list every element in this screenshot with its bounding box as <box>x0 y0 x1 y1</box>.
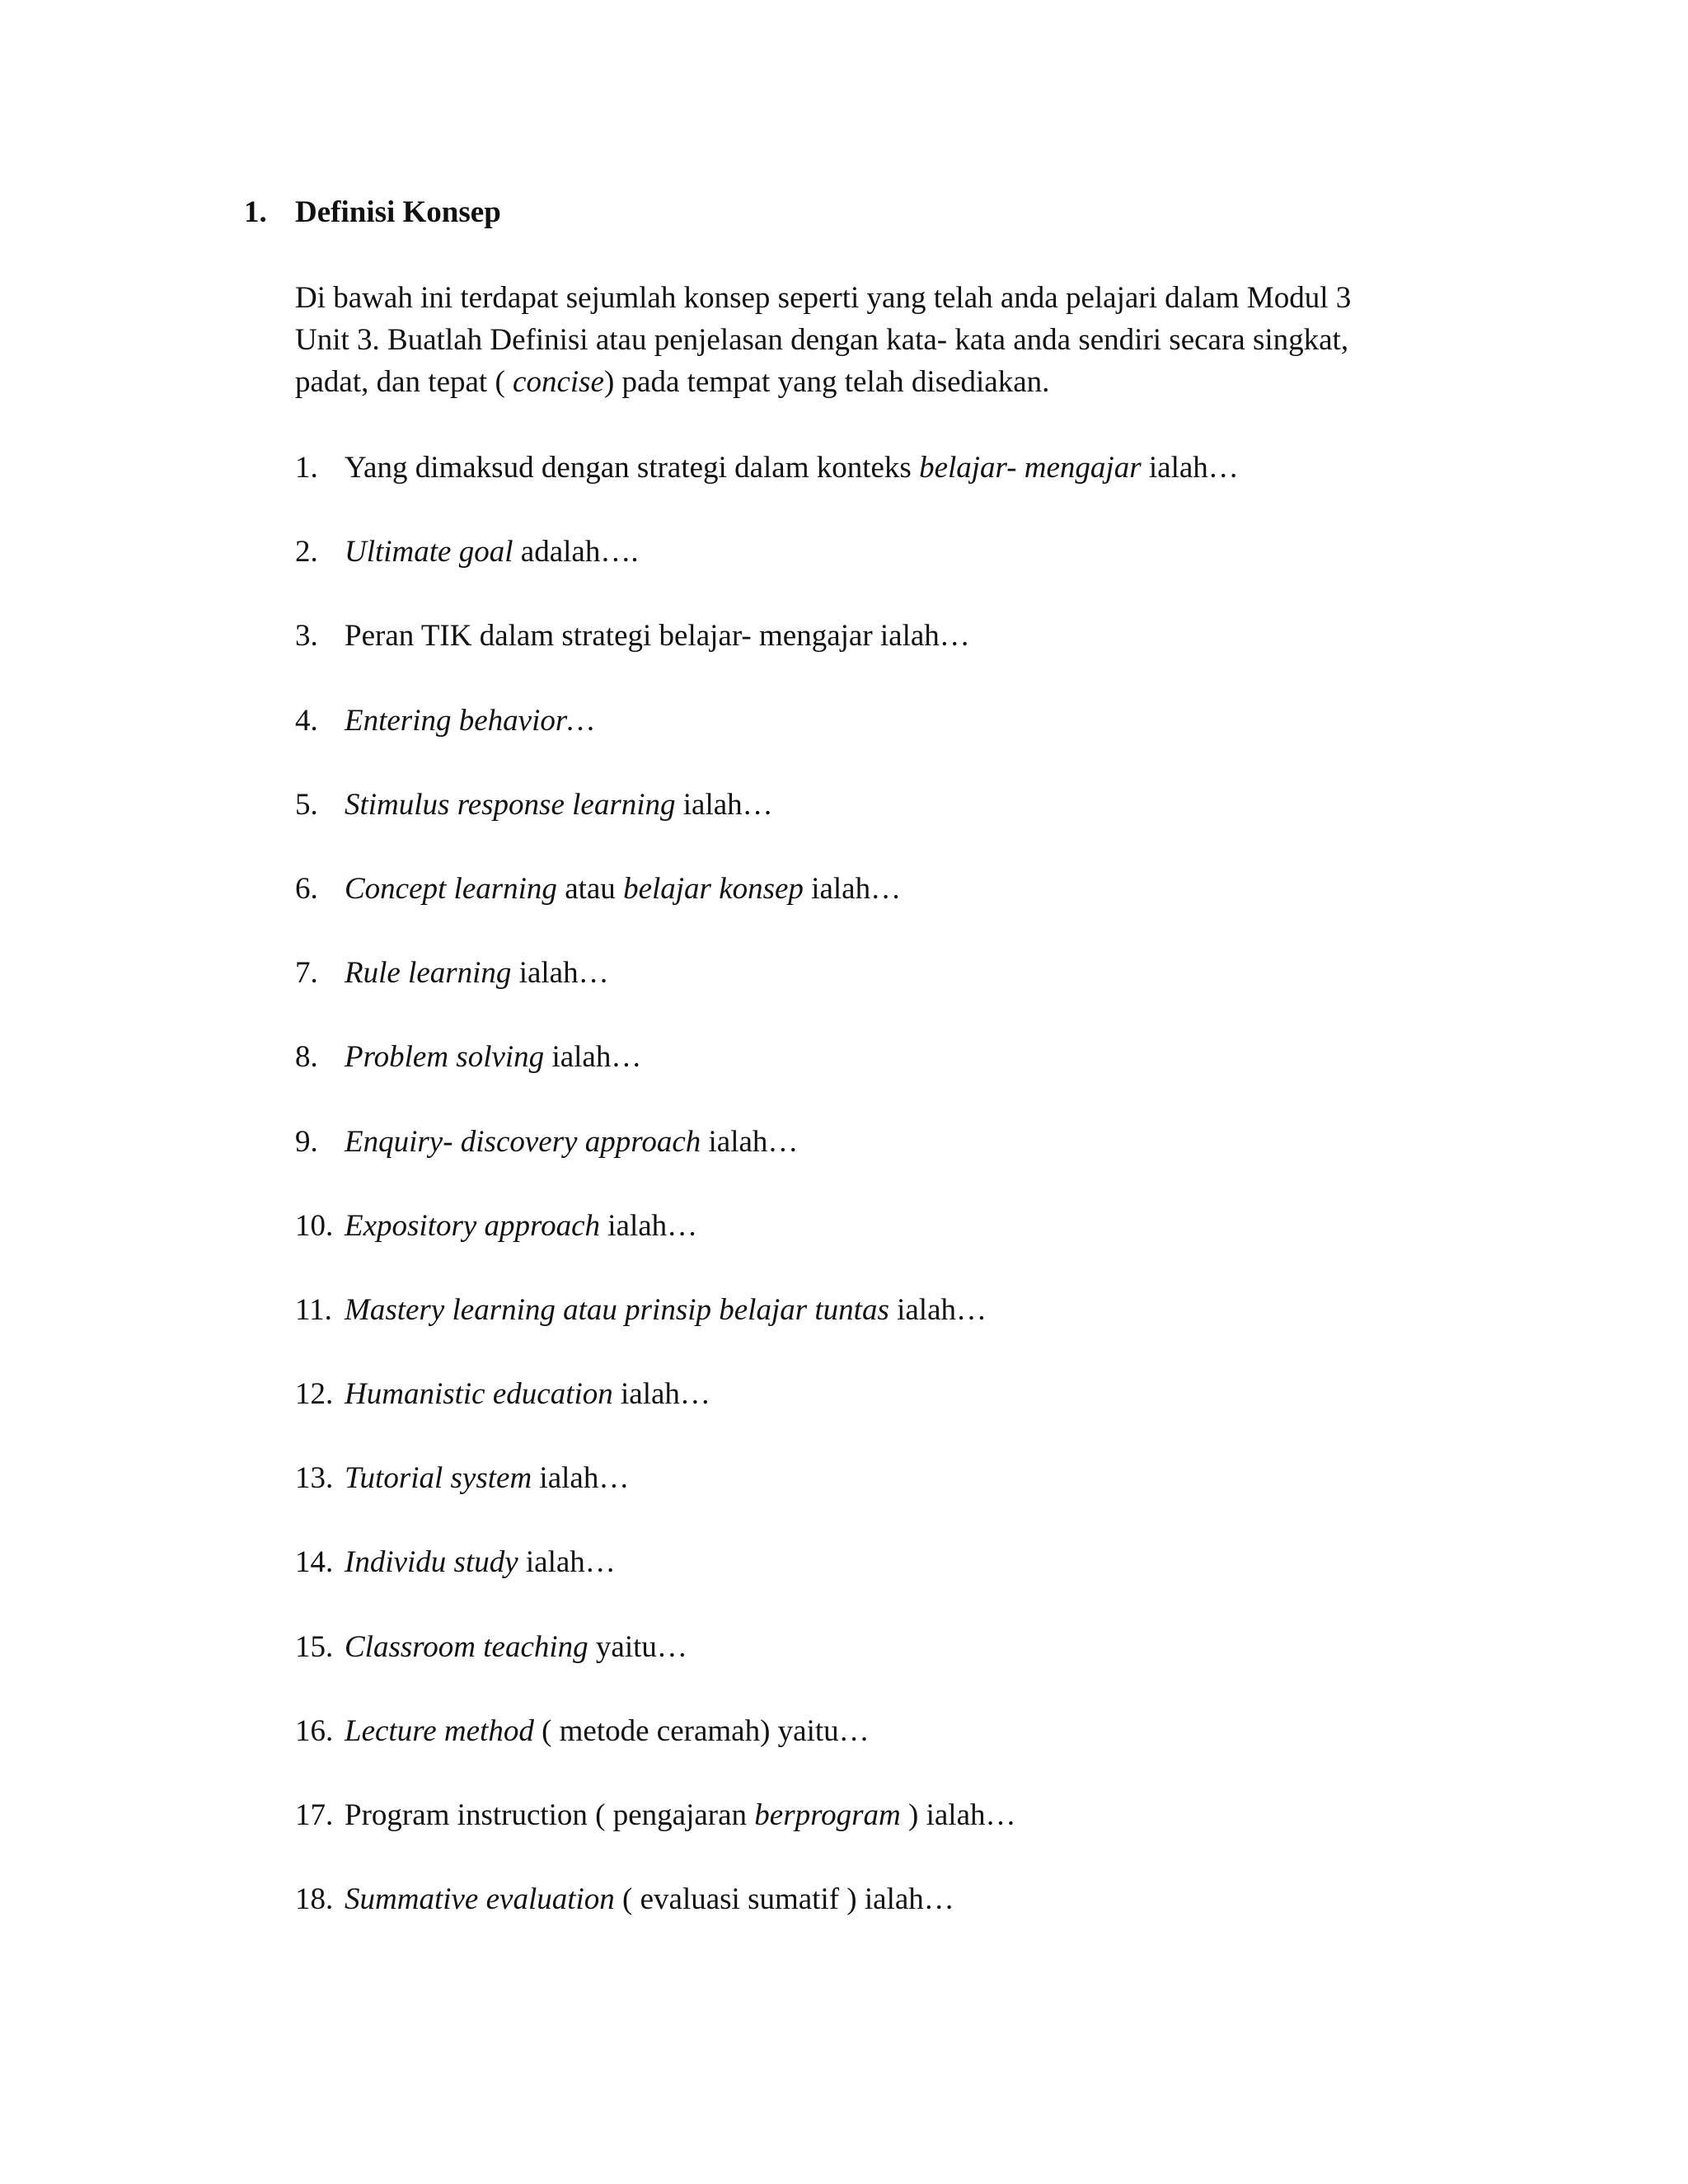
intro-paragraph <box>295 277 1449 403</box>
italic-term: Entering behavior… <box>345 703 595 738</box>
plain-text: ialah… <box>675 787 773 822</box>
plain-text: ialah… <box>600 1208 698 1243</box>
plain-text: ialah… <box>701 1124 799 1159</box>
italic-term: Enquiry- discovery approach <box>345 1124 701 1159</box>
italic-term: Summative evaluation <box>345 1882 615 1917</box>
italic-term: Lecture method <box>345 1713 534 1748</box>
list-item <box>295 527 1239 612</box>
list-item-number: 11. <box>295 1292 332 1327</box>
list-item-text <box>345 619 970 653</box>
list-item-text <box>345 872 901 906</box>
italic-term: belajar- mengajar <box>919 451 1142 485</box>
italic-term: belajar konsep <box>623 871 804 906</box>
list-item <box>295 780 1239 865</box>
italic-term: Concept learning <box>345 871 557 906</box>
list-item-number: 2. <box>295 535 318 569</box>
list-item <box>295 1202 1239 1286</box>
list-item-text <box>345 1630 687 1664</box>
list-item <box>295 696 1239 780</box>
list-item <box>295 612 1239 696</box>
list-item <box>295 1033 1239 1117</box>
italic-term: Stimulus response learning <box>345 787 676 822</box>
list-item-number: 12. <box>295 1377 334 1412</box>
plain-text: ialah… <box>612 1377 710 1412</box>
list-item-text <box>345 1882 954 1916</box>
italic-term: Mastery learning atau prinsip belajar tuntas <box>345 1292 889 1327</box>
list-item <box>295 1118 1239 1202</box>
italic-term: Expository approach <box>345 1208 601 1243</box>
plain-text: atau <box>556 871 624 906</box>
list-item-text <box>345 1714 870 1748</box>
list-item-text <box>345 956 609 990</box>
list-item-number: 16. <box>295 1713 334 1748</box>
list-item-number: 9. <box>295 1124 318 1159</box>
list-item-number: 6. <box>295 871 318 906</box>
italic-term: Problem solving <box>345 1040 545 1075</box>
italic-term: Humanistic education <box>345 1377 613 1412</box>
italic-term: Classroom teaching <box>345 1629 588 1664</box>
list-item <box>295 1538 1239 1622</box>
list-item-number: 13. <box>295 1461 334 1496</box>
list-item <box>295 1707 1239 1791</box>
list-item-number: 10. <box>295 1208 334 1243</box>
intro-line-2: Unit 3. Buatlah Definisi atau penjelasan dengan kata- kata anda sendiri secara singkat, <box>295 323 1349 357</box>
list-item-number: 7. <box>295 956 318 991</box>
section-heading <box>244 194 501 230</box>
plain-text: ( evaluasi sumatif ) ialah… <box>614 1882 954 1917</box>
plain-text: ialah… <box>544 1040 642 1075</box>
italic-term: Rule learning <box>345 956 512 991</box>
list-item-number: 8. <box>295 1040 318 1075</box>
list-item-number: 17. <box>295 1798 334 1832</box>
intro-text: padat, dan tepat ( <box>295 365 513 399</box>
plain-text: ialah… <box>511 956 609 991</box>
plain-text: yaitu… <box>588 1629 687 1664</box>
list-item-number: 1. <box>295 451 318 485</box>
list-item-text <box>345 1798 1016 1832</box>
intro-emphasis: concise <box>513 365 604 399</box>
list-item <box>295 443 1239 527</box>
list-item-number: 14. <box>295 1545 334 1580</box>
section-title: Definisi Konsep <box>295 195 501 229</box>
list-item-number: 5. <box>295 787 318 822</box>
intro-line-3 <box>295 361 1449 403</box>
list-item-text <box>345 1125 798 1159</box>
list-item-text <box>345 1293 987 1327</box>
italic-term: Tutorial system <box>345 1461 532 1496</box>
list-item <box>295 1286 1239 1370</box>
section-number: 1. <box>244 195 267 229</box>
intro-line-1: Di bawah ini terdapat sejumlah konsep seperti yang telah anda pelajari dalam Modul 3 <box>295 281 1352 315</box>
list-item-text <box>345 704 594 738</box>
plain-text: adalah…. <box>513 535 639 569</box>
list-item-number: 4. <box>295 703 318 738</box>
list-item <box>295 1623 1239 1707</box>
list-item <box>295 1370 1239 1454</box>
plain-text: ialah… <box>518 1545 616 1580</box>
plain-text: ialah… <box>532 1461 630 1496</box>
list-item-text <box>345 1040 641 1074</box>
plain-text: ialah… <box>803 871 902 906</box>
plain-text: Peran TIK dalam strategi belajar- mengajar ialah… <box>345 619 970 654</box>
plain-text: ialah… <box>1141 451 1239 485</box>
list-item <box>295 1454 1239 1538</box>
list-item-number: 3. <box>295 619 318 654</box>
list-item-text <box>345 1461 629 1495</box>
plain-text: Yang dimaksud dengan strategi dalam konteks <box>345 451 920 485</box>
list-item-text <box>345 451 1239 485</box>
list-item <box>295 949 1239 1033</box>
plain-text: ) ialah… <box>900 1798 1016 1832</box>
list-item-text <box>345 1377 710 1411</box>
italic-term: Individu study <box>345 1545 518 1580</box>
list-item-text <box>345 1209 697 1243</box>
list-item <box>295 1791 1239 1875</box>
list-item-text <box>345 535 639 569</box>
list-item-text <box>345 788 773 822</box>
list-item-text <box>345 1545 616 1579</box>
italic-term: berprogram <box>754 1798 901 1832</box>
plain-text: ialah… <box>889 1292 987 1327</box>
concept-list <box>295 443 1239 1959</box>
italic-term: Ultimate goal <box>345 535 513 569</box>
list-item <box>295 1875 1239 1959</box>
plain-text: ( metode ceramah) yaitu… <box>533 1713 870 1748</box>
list-item-number: 15. <box>295 1629 334 1664</box>
intro-text: ) pada tempat yang telah disediakan. <box>603 365 1050 399</box>
list-item-number: 18. <box>295 1882 334 1917</box>
list-item <box>295 865 1239 949</box>
plain-text: Program instruction ( pengajaran <box>345 1798 755 1832</box>
